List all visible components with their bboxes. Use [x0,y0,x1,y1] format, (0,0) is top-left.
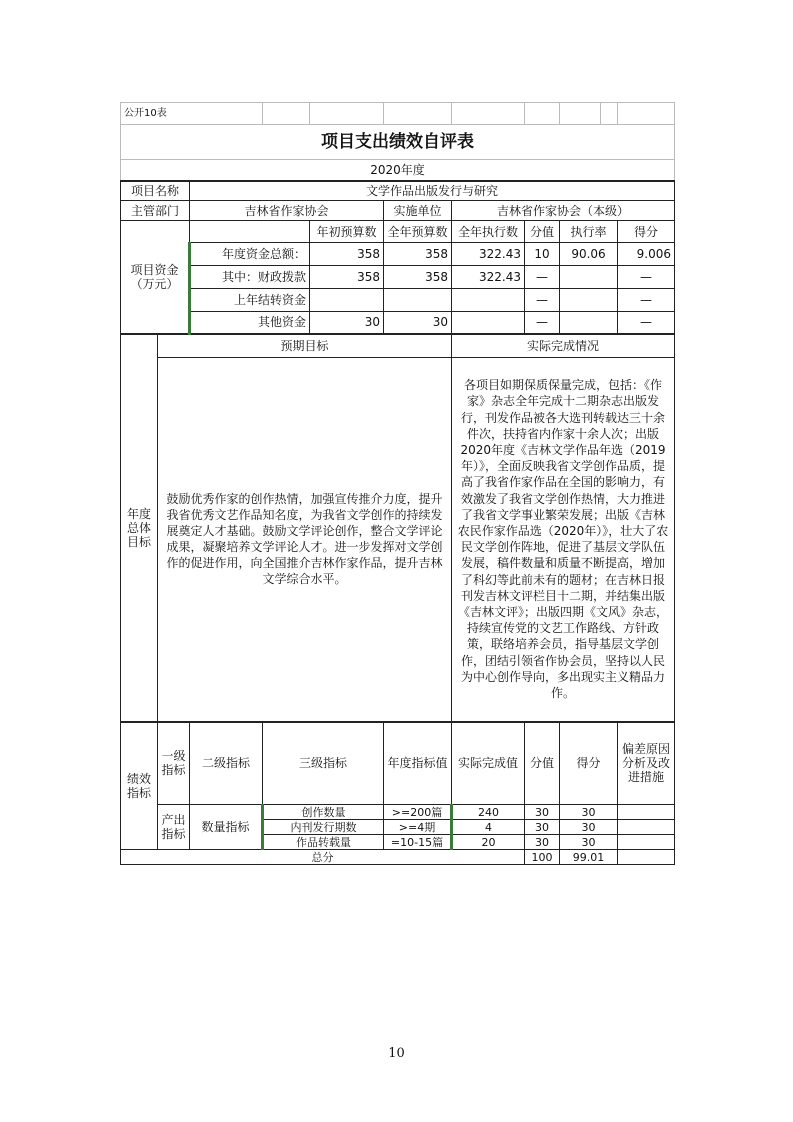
project-name-label: 项目名称 [121,181,190,201]
funds-rate: 90.06 [560,243,618,266]
indicator-name: 创作数量 [263,805,384,820]
funds-rate [560,289,618,312]
funds-label: 项目资金（万元） [121,221,190,334]
funds-executed: 322.43 [452,243,525,266]
indicator-score: 30 [560,805,618,820]
level1-header: 一级指标 [158,722,190,805]
funds-rate [560,266,618,289]
expected-goal-header: 预期目标 [158,334,452,358]
dept-label: 主管部门 [121,201,190,221]
target-header: 年度指标值 [384,722,452,805]
indicator-actual: 4 [452,820,525,835]
indicator-target: =10-15篇 [384,835,452,850]
evaluation-table [120,102,675,865]
total-score-value: 100 [525,850,560,865]
expected-goal-text: 鼓励优秀作家的创作热情，加强宣传推介力度，提升我省优秀文艺作品知名度，为我省文学创作的持续发展奠定人才基础。鼓励文学评论创作，整合文学评论成果，凝聚培养文学评论人才。进一步发挥对文学创作的促进作用，向全国推介吉林作家作品，提升吉林文学综合水平。 [158,358,452,722]
form-title: 项目支出绩效自评表 [121,125,675,160]
self-evaluation-sheet [120,102,674,865]
funds-executed [452,312,525,334]
funds-header-annual: 全年预算数 [384,221,452,243]
level2-header: 二级指标 [190,722,263,805]
funds-score-value: 10 [525,243,560,266]
level2-value: 数量指标 [190,805,263,850]
indicator-score-value: 30 [525,820,560,835]
actual-header: 实际完成值 [452,722,525,805]
funds-row-label: 其中：财政拨款 [190,266,310,289]
funds-annual [384,289,452,312]
indicator-note [618,820,675,835]
indicator-score: 30 [560,835,618,850]
funds-executed [452,289,525,312]
funds-score-value: — [525,312,560,334]
indicator-score: 30 [560,820,618,835]
funds-score-value: — [525,266,560,289]
indicator-target: >=200篇 [384,805,452,820]
impl-label: 实施单位 [384,201,452,221]
funds-header-score-value: 分值 [525,221,560,243]
goals-label: 年度总体目标 [121,334,158,722]
funds-header-initial: 年初预算数 [310,221,384,243]
actual-result-text: 各项目如期保质保量完成，包括：《作家》杂志全年完成十二期杂志出版发行，刊发作品被各大选刊转载达三十余件次，扶持省内作家十余人次；出版2020年度《吉林文学作品年选（2019年）》，全面反映我省文学创作品质，提高了我省作家作品在全国的影响力，有效激发了我省文学创作热情，大力推进了我省文学事业繁荣发展；出版《吉林农民作家作品选（2020年）》，壮大了农民文学创作阵地，促进了基层文学队伍发展，稿件数量和质量不断提高，增加了科幻等此前未有的题材；在吉林日报刊发吉林文评栏目十二期，并结集出版《吉林文评》；出版四期《文风》杂志，持续宣传党的文艺工作路线、方针政策，联络培养会员，指导基层文学创作，团结引领省作协会员，坚持以人民为中心创作导向，多出现实主义精品力作。 [452,358,675,722]
impl-value: 吉林省作家协会（本级） [452,201,675,221]
funds-rate [560,312,618,334]
total-score: 99.01 [560,850,618,865]
level1-value: 产出指标 [158,805,190,850]
indicator-target: >=4期 [384,820,452,835]
level3-header: 三级指标 [263,722,384,805]
indicator-name: 作品转载量 [263,835,384,850]
indicator-score-value: 30 [525,835,560,850]
actual-result-header: 实际完成情况 [452,334,675,358]
funds-score: — [618,289,675,312]
form-year: 2020年度 [121,160,675,181]
funds-initial [310,289,384,312]
funds-header-executed: 全年执行数 [452,221,525,243]
indicator-note [618,835,675,850]
funds-header-rate: 执行率 [560,221,618,243]
indicator-score-value: 30 [525,805,560,820]
funds-score: 9.006 [618,243,675,266]
funds-annual: 358 [384,266,452,289]
score-value-header: 分值 [525,722,560,805]
funds-row-label: 其他资金 [190,312,310,334]
funds-annual: 358 [384,243,452,266]
dept-value: 吉林省作家协会 [190,201,384,221]
total-label: 总分 [121,850,525,865]
funds-initial: 358 [310,243,384,266]
project-name: 文学作品出版发行与研究 [190,181,675,201]
indicator-note [618,805,675,820]
header-tag: 公开10表 [121,103,263,125]
funds-annual: 30 [384,312,452,334]
performance-label: 绩效指标 [121,722,158,850]
funds-initial: 30 [310,312,384,334]
funds-initial: 358 [310,266,384,289]
funds-score: — [618,266,675,289]
deviation-header: 偏差原因分析及改进措施 [618,722,675,805]
funds-header-score: 得分 [618,221,675,243]
funds-row-label: 年度资金总额： [190,243,310,266]
funds-score: — [618,312,675,334]
page-number: 10 [388,1046,405,1061]
indicator-name: 内刊发行期数 [263,820,384,835]
score-header: 得分 [560,722,618,805]
indicator-actual: 20 [452,835,525,850]
funds-score-value: — [525,289,560,312]
funds-row-label: 上年结转资金 [190,289,310,312]
funds-executed: 322.43 [452,266,525,289]
indicator-actual: 240 [452,805,525,820]
